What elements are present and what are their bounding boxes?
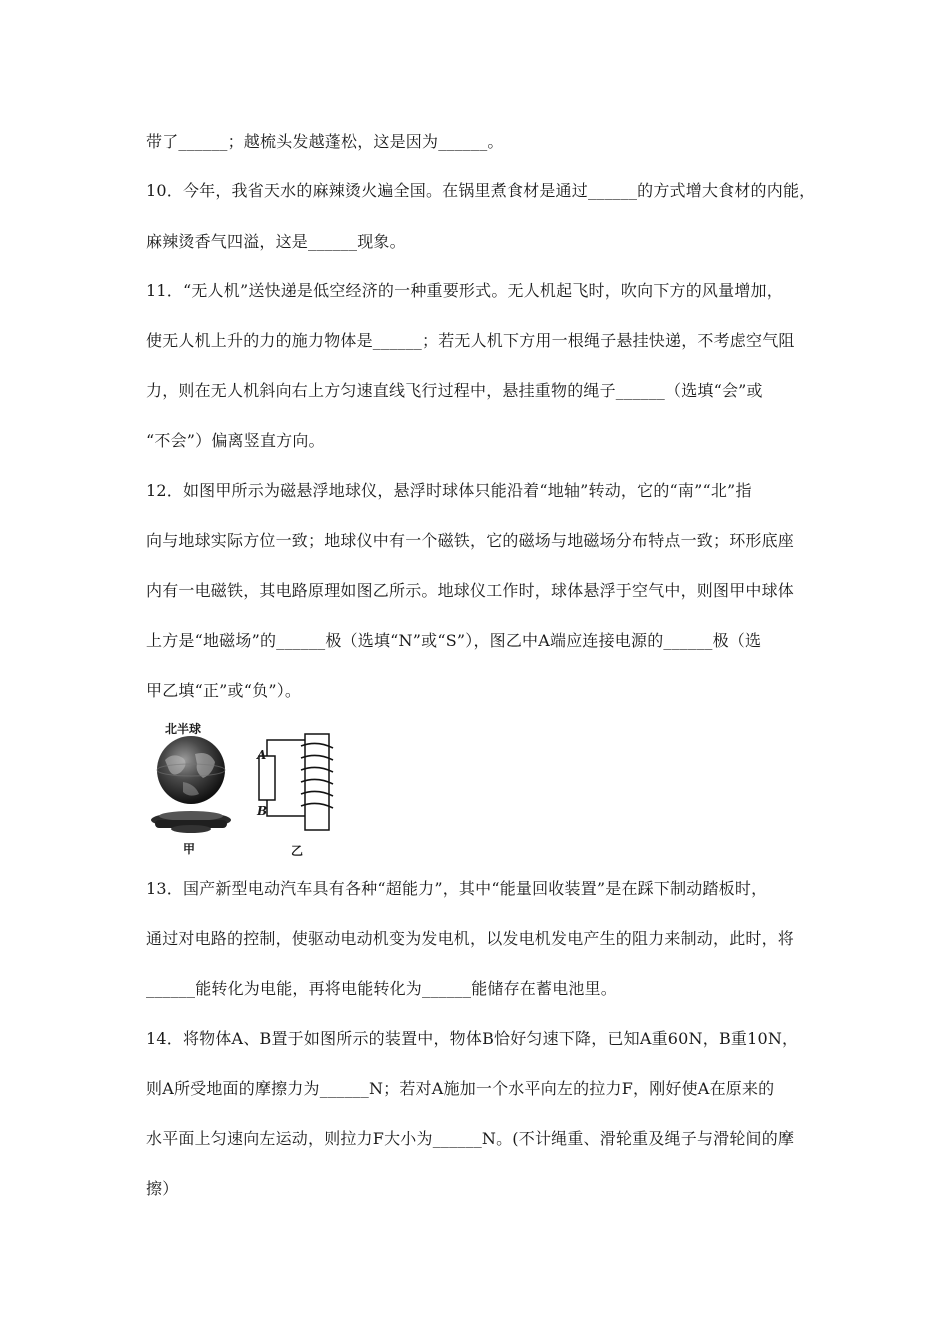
q12-line-4: 上方是“地磁场”的______极（选填“N”或“S”），图乙中A端应连接电源的______极（选 xyxy=(146,631,762,650)
q10-line-1: 10．今年，我省天水的麻辣烫火遍全国。在锅里煮食材是通过______的方式增大食材的内能， xyxy=(146,181,816,200)
label-a: A xyxy=(257,748,267,762)
q12-line-3: 内有一电磁铁，其电路原理如图乙所示。地球仪工作时，球体悬浮于空气中，则图甲中球体 xyxy=(146,581,795,600)
q12-figure xyxy=(143,718,363,858)
q12-line-5: 甲乙填“正”或“负”）。 xyxy=(146,681,302,700)
q14-line-3: 水平面上匀速向左运动，则拉力F大小为______N。(不计绳重、滑轮重及绳子与滑轮间的摩 xyxy=(146,1129,795,1148)
q13-line-1: 13．国产新型电动汽车具有各种“超能力”，其中“能量回收装置”是在踩下制动踏板时， xyxy=(146,879,768,898)
q14-line-4: 擦） xyxy=(146,1179,179,1198)
label-yi: 乙 xyxy=(291,844,304,858)
maglev-globe-image xyxy=(143,734,243,840)
globe-caption: 北半球 xyxy=(165,722,202,736)
q11-line-1: 11．“无人机”送快递是低空经济的一种重要形式。无人机起飞时，吹向下方的风量增加， xyxy=(146,281,783,300)
q13-line-2: 通过对电路的控制，使驱动电动机变为发电机，以发电机发电产生的阻力来制动，此时，将 xyxy=(146,929,795,948)
q12-line-1: 12．如图甲所示为磁悬浮地球仪，悬浮时球体只能沿着“地轴”转动，它的“南”“北”指 xyxy=(146,481,752,500)
q14-line-1: 14．将物体A、B置于如图所示的装置中，物体B恰好匀速下降，已知A重60N，B重10N， xyxy=(146,1029,799,1048)
q12-line-2: 向与地球实际方位一致；地球仪中有一个磁铁，它的磁场与地磁场分布特点一致；环形底座 xyxy=(146,531,795,550)
q13-line-3: ______能转化为电能，再将电能转化为______能储存在蓄电池里。 xyxy=(146,979,618,998)
q10-line-2: 麻辣烫香气四溢，这是______现象。 xyxy=(146,232,406,251)
q14-line-2: 则A所受地面的摩擦力为______N；若对A施加一个水平向左的拉力F，刚好使A在原来的 xyxy=(146,1079,775,1098)
q11-line-2: 使无人机上升的力的施力物体是______；若无人机下方用一根绳子悬挂快递，不考虑空气阻 xyxy=(146,331,795,350)
electromagnet-circuit-diagram xyxy=(255,730,359,840)
q11-line-3: 力，则在无人机斜向右上方匀速直线飞行过程中，悬挂重物的绳子______（选填“会”或 xyxy=(146,381,763,400)
q9-line-2: 带了______；越梳头发越蓬松，这是因为______。 xyxy=(146,132,504,151)
label-jia: 甲 xyxy=(183,842,196,856)
label-b: B xyxy=(257,804,268,818)
q11-line-4: “不会”）偏离竖直方向。 xyxy=(146,431,325,450)
